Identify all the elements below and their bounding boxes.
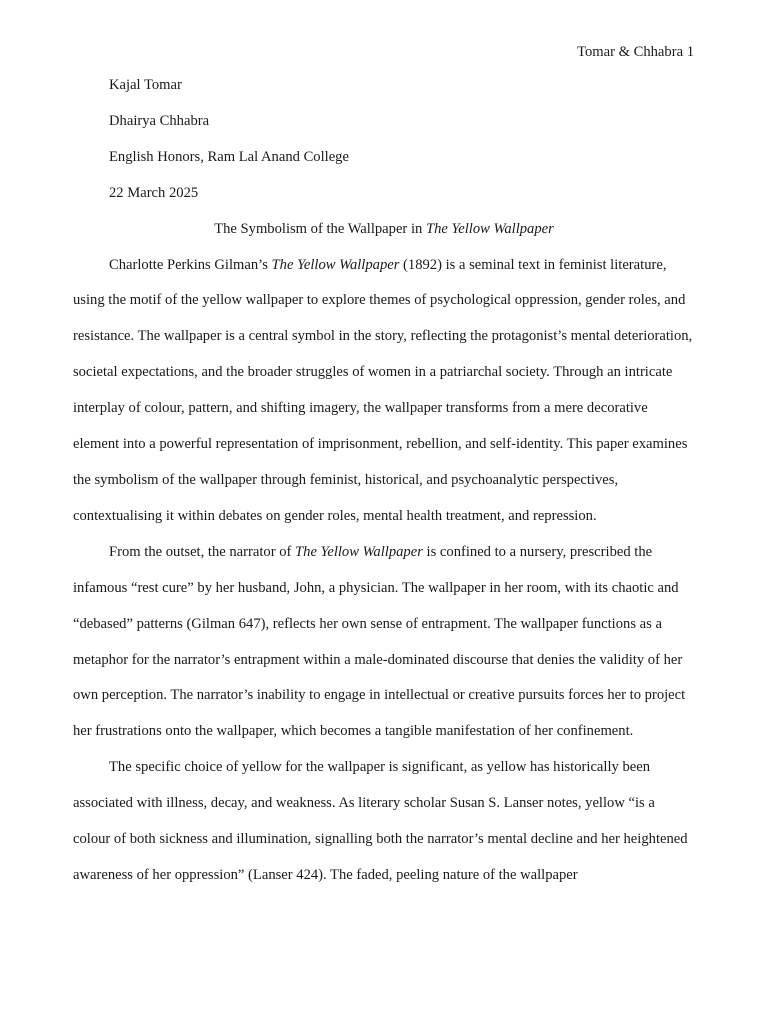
document-body: [73, 68, 695, 894]
paragraph-2: [73, 535, 695, 750]
paragraph-1: [73, 248, 695, 535]
paragraph-3: [73, 750, 695, 894]
title-prefix: The Symbolism of the Wallpaper in: [214, 220, 426, 237]
text-run: is confined to a nursery, prescribed the infamous “rest cure” by her husband, John, a physician. The wallpaper in her room, with its chaotic and “debased” patterns (Gilman 647), reflects her own sense of entrapment. The wallpaper functions as a metaphor for the narrator’s entrapment within a male-dominated discourse that denies the validity of her own perception. The narrator’s inability to engage in intellectual or creative pursuits forces her to project her frustrations onto the wallpaper, which becomes a tangible manifestation of her confinement.: [73, 543, 686, 740]
running-head: Tomar & Chhabra 1: [577, 44, 694, 60]
paper-title: [73, 212, 695, 248]
course-institution: English Honors, Ram Lal Anand College: [109, 148, 349, 165]
author-name-2: Dhairya Chhabra: [109, 112, 210, 129]
author-name-1: Kajal Tomar: [109, 77, 182, 93]
italic-title-run: The Yellow Wallpaper: [295, 543, 423, 560]
italic-title-run: The Yellow Wallpaper: [271, 256, 400, 273]
text-run: Charlotte Perkins Gilman’s: [109, 256, 272, 273]
text-run: (1892) is a seminal text in feminist literature, using the motif of the yellow wallpaper to explore themes of psychological oppression, gender roles, and resistance. The wallpaper is a central symbol in the story, reflecting the protagonist’s mental deterioration, societal expectations, and the broader struggles of women in a patriarchal society. Through an intricate interplay of colour, pattern, and shifting imagery, the wallpaper transforms from a mere decorative element into a powerful representation of imprisonment, rebellion, and self-identity. This paper examines the symbolism of the wallpaper through feminist, historical, and psychoanalytic perspectives, contextualising it within debates on gender roles, mental health treatment, and repression.: [73, 256, 693, 524]
text-run: The specific choice of yellow for the wallpaper is significant, as yellow has historically been associated with illness, decay, and weakness. As literary scholar Susan S. Lanser notes, yellow “is a colour of both sickness and illumination, signalling both the narrator’s mental decline and her heightened awareness of her oppression” (Lanser 424). The faded, peeling nature of the wallpaper: [73, 759, 688, 883]
date-line: 22 March 2025: [109, 184, 199, 201]
text-run: From the outset, the narrator of: [109, 543, 296, 560]
title-italic: The Yellow Wallpaper: [425, 220, 554, 237]
